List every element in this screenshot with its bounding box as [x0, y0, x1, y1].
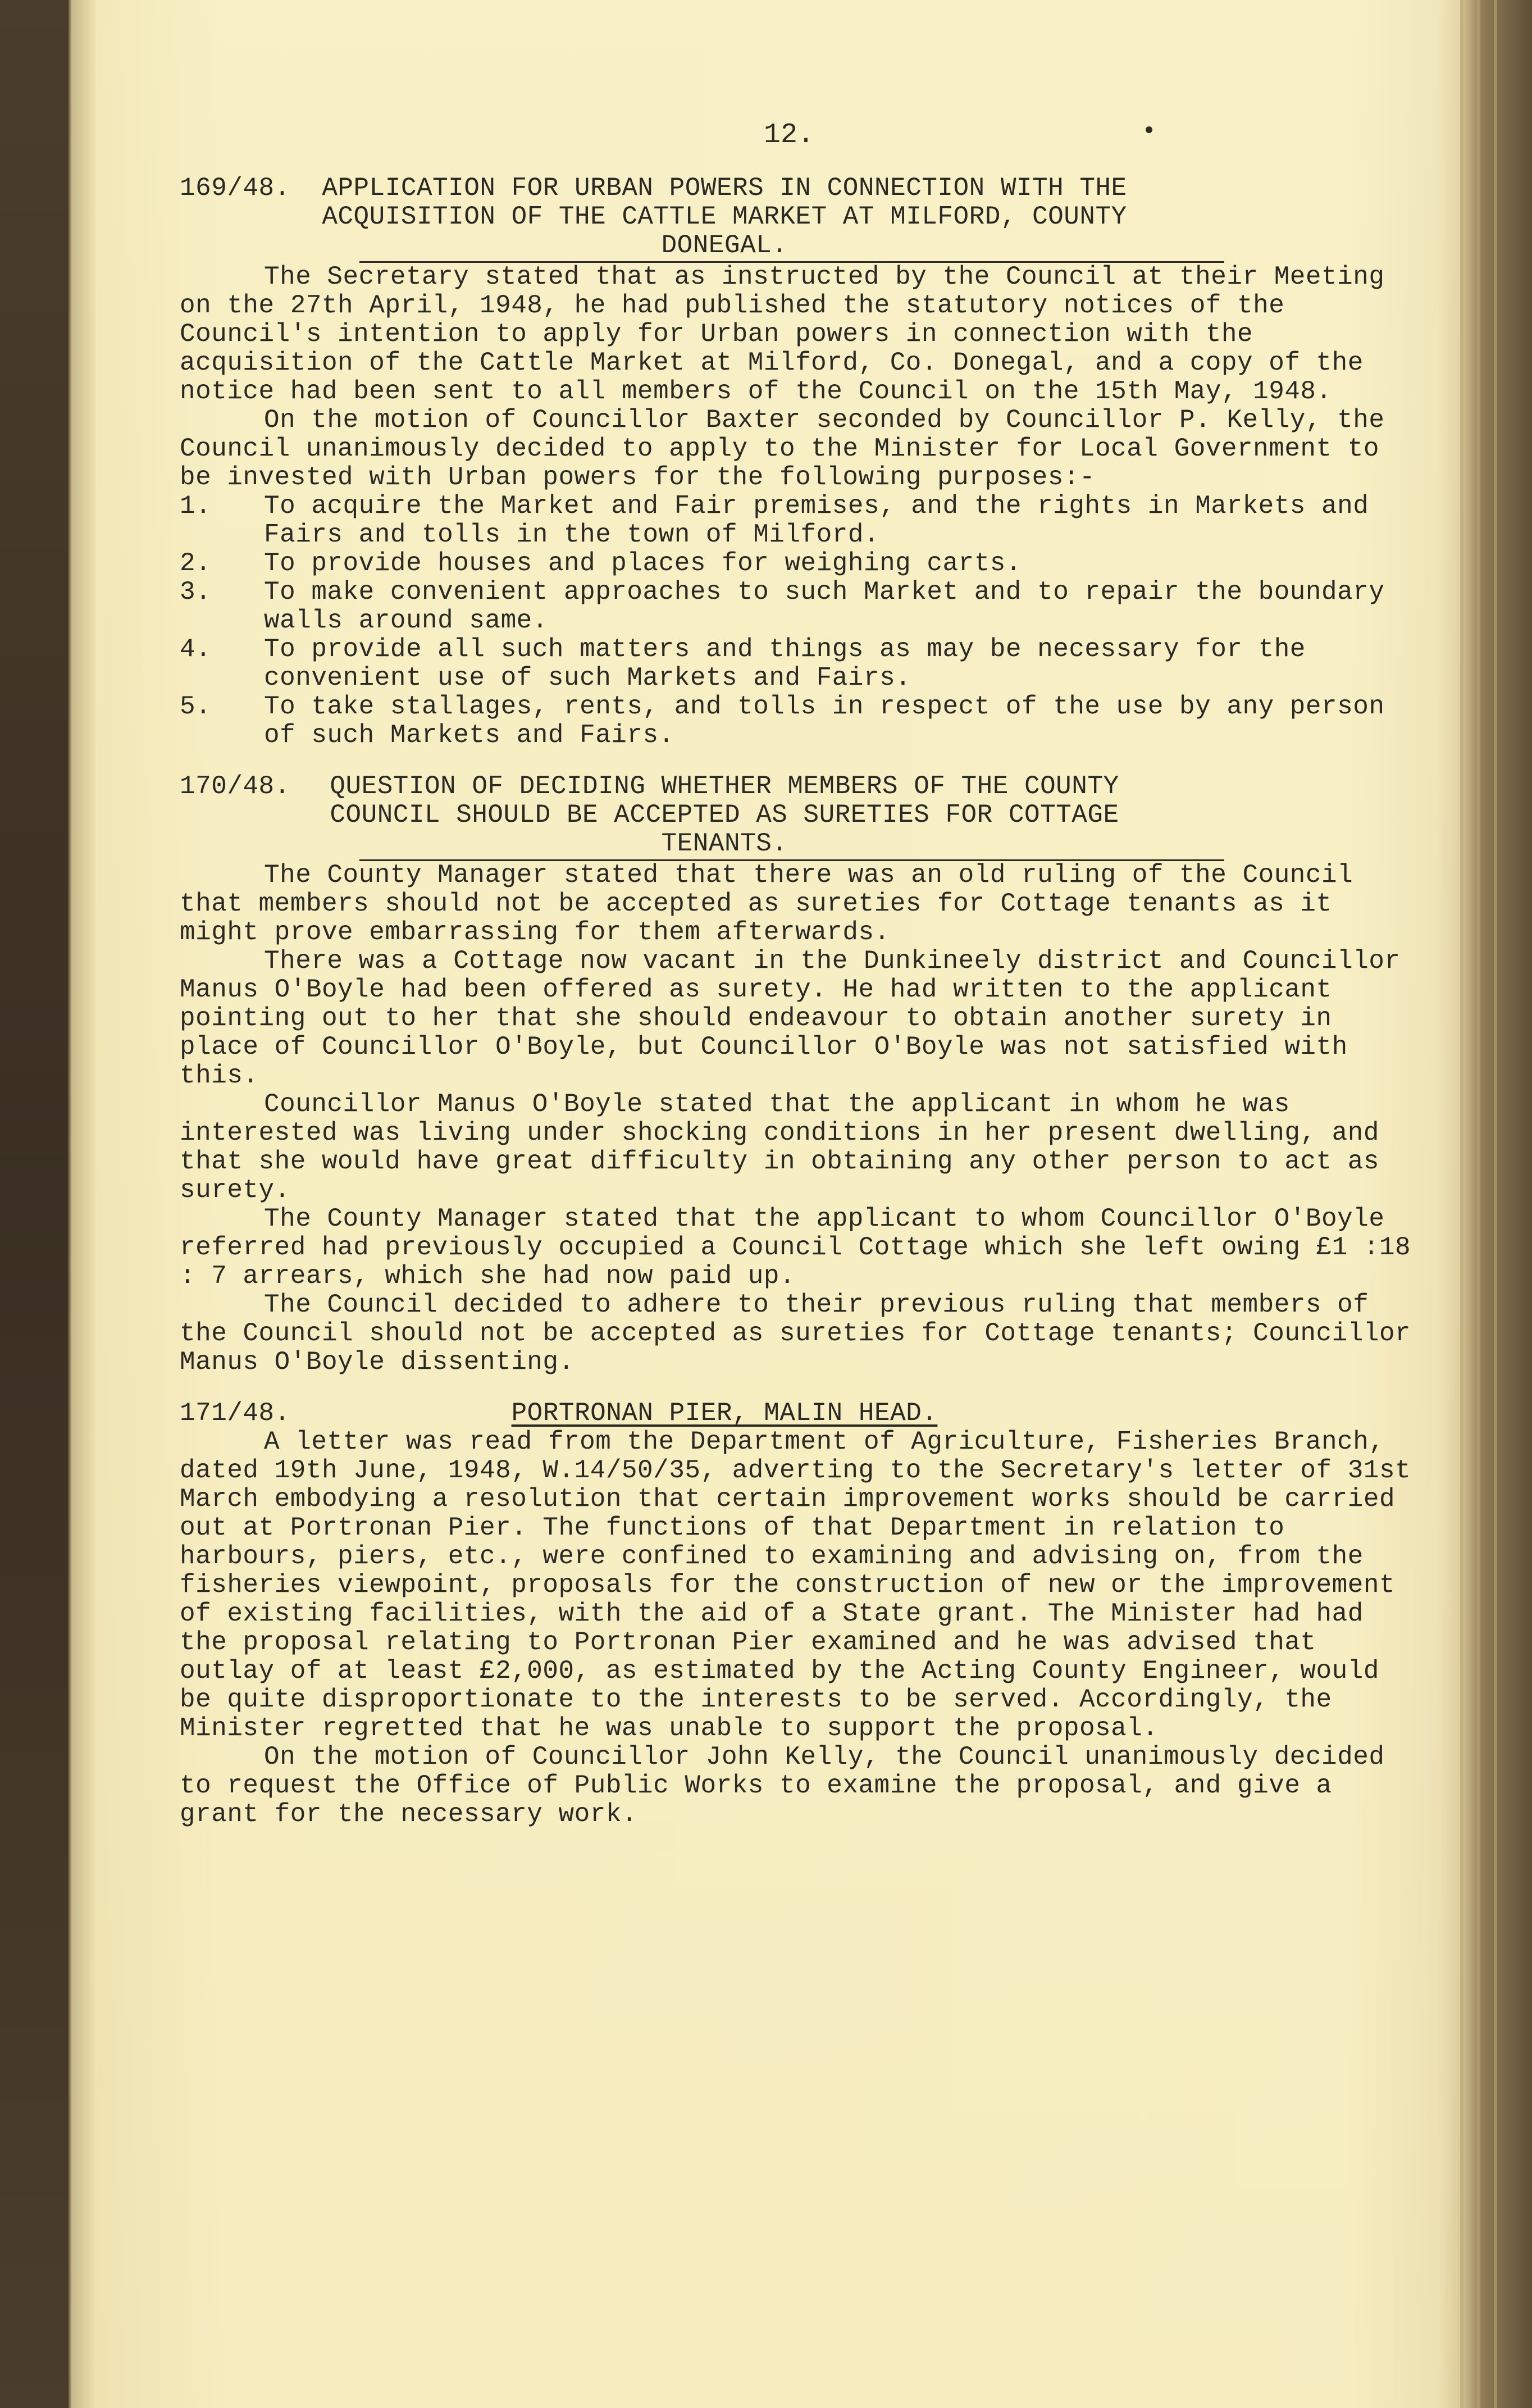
title-line: COUNCIL SHOULD BE ACCEPTED AS SURETIES FOR COTTAGE	[330, 800, 1119, 830]
item-number: 169/48.	[180, 174, 290, 203]
item-title	[275, 174, 1157, 260]
paragraph: A letter was read from the Department of Agriculture, Fisheries Branch, dated 19th June, 1948, W.14/50/35, adverting to the Secretary's letter of 31st March embodying a resolution that certain improvement works should be carried out at Portronan Pier. The functions of that Department in relation to harbours, piers, etc., were confined to examining and advising on, from the fisheries viewpoint, proposals for the construction of new or the improvement of existing facilities, with the aid of a State grant. The Minister had had the proposal relating to Portronan Pier examined and he was advised that outlay of at least £2,000, as estimated by the Acting County Engineer, would be quite disproportionate to the interests to be served. Accordingly, the Minister regretted that he was unable to support the proposal.	[180, 1427, 1411, 1743]
book-gutter	[0, 0, 67, 2408]
list-item: 5. To take stallages, rents, and tolls in respect of the use by any person of such Markets and Fairs.	[180, 692, 1385, 750]
minute-item-171	[180, 1399, 1415, 1829]
list-item: 4. To provide all such matters and things as may be necessary for the convenient use of such Markets and Fairs.	[180, 635, 1306, 693]
list-item: 2. To provide houses and places for weighing carts.	[180, 549, 1022, 578]
list-item: 3. To make convenient approaches to such Market and to repair the boundary walls around same.	[180, 577, 1385, 635]
list-item: 1. To acquire the Market and Fair premises, and the rights in Markets and Fairs and tolls in the town of Milford.	[180, 491, 1369, 549]
title-line: APPLICATION FOR URBAN POWERS IN CONNECTION WITH THE	[322, 174, 1127, 203]
title-line: ACQUISITION OF THE CATTLE MARKET AT MILFORD, COUNTY	[322, 202, 1127, 231]
page-edge	[1494, 0, 1497, 2408]
paragraph: There was a Cottage now vacant in the Dunkineely district and Councillor Manus O'Boyle had been offered as surety. He had written to the applicant pointing out to her that she should endeavour to obtain another surety in place of Councillor O'Boyle, but Councillor O'Boyle was not satisfied with this.	[180, 946, 1401, 1090]
purposes-list	[180, 492, 1415, 750]
minute-item-170	[180, 772, 1415, 1377]
paragraph: On the motion of Councillor John Kelly, the Council unanimously decided to request the Office of Public Works to examine the proposal, and give a grant for the necessary work.	[180, 1742, 1385, 1829]
title-line: PORTRONAN PIER, MALIN HEAD.	[511, 1399, 938, 1428]
title-line: TENANTS.	[661, 829, 788, 858]
paragraph: The Secretary stated that as instructed by the Council at their Meeting on the 27th April, 1948, he had published the statutory notices of the Council's intention to apply for Urban powers in connection with the acquisition of the Cattle Market at Milford, Co. Donegal, and a copy of the notice had been sent to all members of the Council on the 15th May, 1948.	[180, 262, 1385, 406]
item-number: 171/48.	[180, 1399, 290, 1428]
title-line: DONEGAL.	[661, 231, 788, 260]
item-heading	[180, 772, 1415, 858]
item-title	[275, 772, 1157, 858]
item-heading	[180, 1399, 1415, 1428]
item-heading	[180, 174, 1415, 260]
item-number: 170/48.	[180, 772, 290, 801]
item-title	[275, 1399, 1157, 1428]
document-page	[95, 0, 1460, 2408]
paragraph: The County Manager stated that the applicant to whom Councillor O'Boyle referred had previously occupied a Council Cottage which she left owing £1 :18 : 7 arrears, which she had now paid up.	[180, 1204, 1411, 1291]
title-line: QUESTION OF DECIDING WHETHER MEMBERS OF THE COUNTY	[330, 772, 1119, 801]
paragraph: The County Manager stated that there was an old ruling of the Council that members should not be accepted as sureties for Cottage tenants as it might prove embarrassing for them afterwards.	[180, 861, 1353, 947]
minutes-body	[180, 118, 1415, 1851]
paragraph: Councillor Manus O'Boyle stated that the applicant in whom he was interested was living under shocking conditions in her present dwelling, and that she would have great difficulty in obtaining any other person to act as surety.	[180, 1090, 1379, 1205]
page-number: 12.	[764, 119, 815, 151]
page-edge	[1460, 0, 1463, 2408]
page-edge	[1477, 0, 1480, 2408]
paragraph: The Council decided to adhere to their previous ruling that members of the Council should not be accepted as sureties for Cottage tenants; Councillor Manus O'Boyle dissenting.	[180, 1290, 1411, 1377]
paragraph: On the motion of Councillor Baxter seconded by Councillor P. Kelly, the Council unanimously decided to apply to the Minister for Local Government to be invested with Urban powers for the following purposes:-	[180, 406, 1385, 492]
minute-item-169	[180, 174, 1415, 750]
